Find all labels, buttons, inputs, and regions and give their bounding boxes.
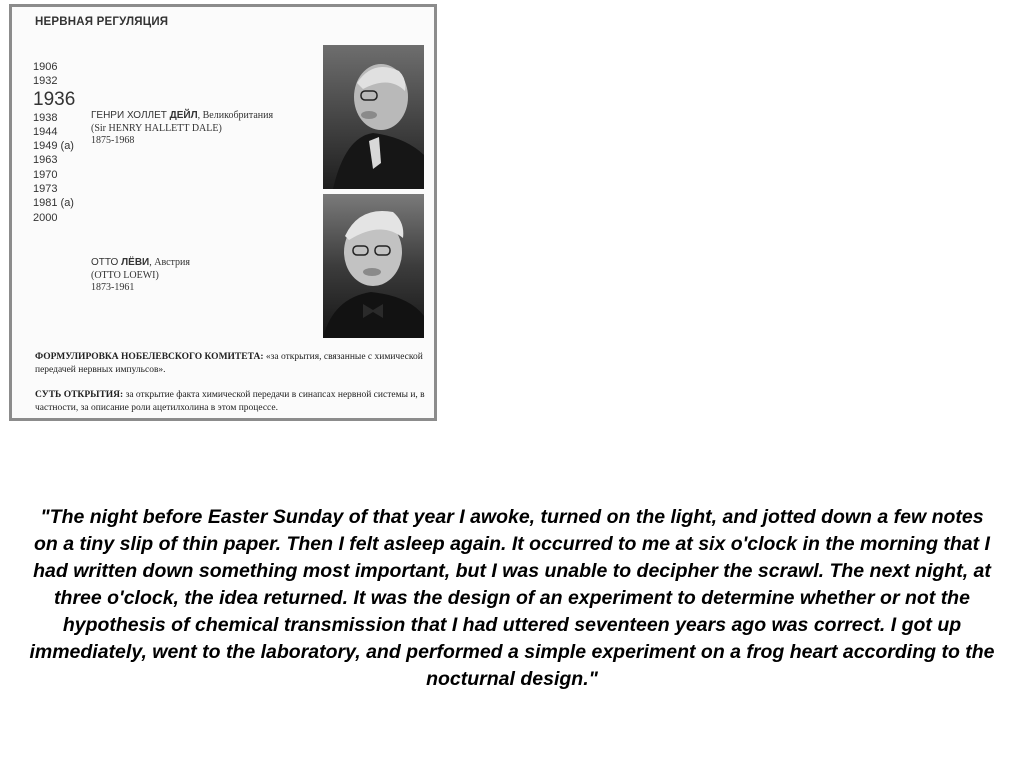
laureate-latin-name: (Sir HENRY HALLETT DALE): [91, 122, 222, 134]
year-item: 1944: [33, 125, 58, 138]
year-list: [33, 60, 75, 225]
page-title: НЕРВНАЯ РЕГУЛЯЦИЯ: [35, 16, 169, 28]
laureate-lifespan: 1875-1968: [91, 135, 135, 146]
year-item: 1981 (a): [33, 197, 74, 210]
portrait-loewi: [323, 194, 424, 338]
discovery-essence: СУТЬ ОТКРЫТИЯ: за открытие факта химической передачи в синапсах нервной системы и, в частности, за описание роли ацетилхолина в этом процессе.: [35, 390, 425, 413]
scanned-page-image: [9, 4, 437, 421]
year-item: 1963: [33, 154, 58, 167]
laureate-latin-name: (OTTO LOEWI): [91, 269, 159, 281]
laureate-loewi: [91, 257, 190, 295]
laureate-name: ГЕНРИ ХОЛЛЕТ ДЕЙЛ, Великобритания: [91, 110, 274, 121]
laureate-dale: [91, 110, 273, 148]
laureate-lifespan: 1873-1961: [91, 282, 135, 293]
year-item: 1932: [33, 75, 58, 88]
loewi-quote: "The night before Easter Sunday of that year I awoke, turned on the light, and jotted down a few notes on a tiny slip of thin paper. Then I felt asleep again. It occurred to me at six o'clock in the morning that I had written down something most important, but I was unable to decipher the scrawl. The next night, at three o'clock, the idea returned. It was the design of an experiment to determine whether or not the hypothesis of chemical transmission that I had uttered seventeen years ago was correct. I got up immediately, went to the laboratory, and performed a simple experiment on a frog heart according to the nocturnal design.": [29, 506, 995, 690]
year-item: 1973: [33, 183, 58, 196]
year-item: 1906: [33, 61, 58, 73]
year-item: 1938: [33, 111, 58, 124]
laureate-name: ОТТО ЛЁВИ, Австрия: [91, 257, 191, 268]
year-item: 1970: [33, 168, 58, 181]
committee-statement: ФОРМУЛИРОВКА НОБЕЛЕВСКОГО КОМИТЕТА: «за открытия, связанные с химической передачей нервных импульсов».: [35, 352, 423, 375]
year-item: 1949 (a): [33, 140, 74, 153]
year-item-highlighted: 1936: [33, 88, 76, 110]
year-item: 2000: [33, 211, 58, 224]
portrait-dale: [323, 45, 424, 189]
